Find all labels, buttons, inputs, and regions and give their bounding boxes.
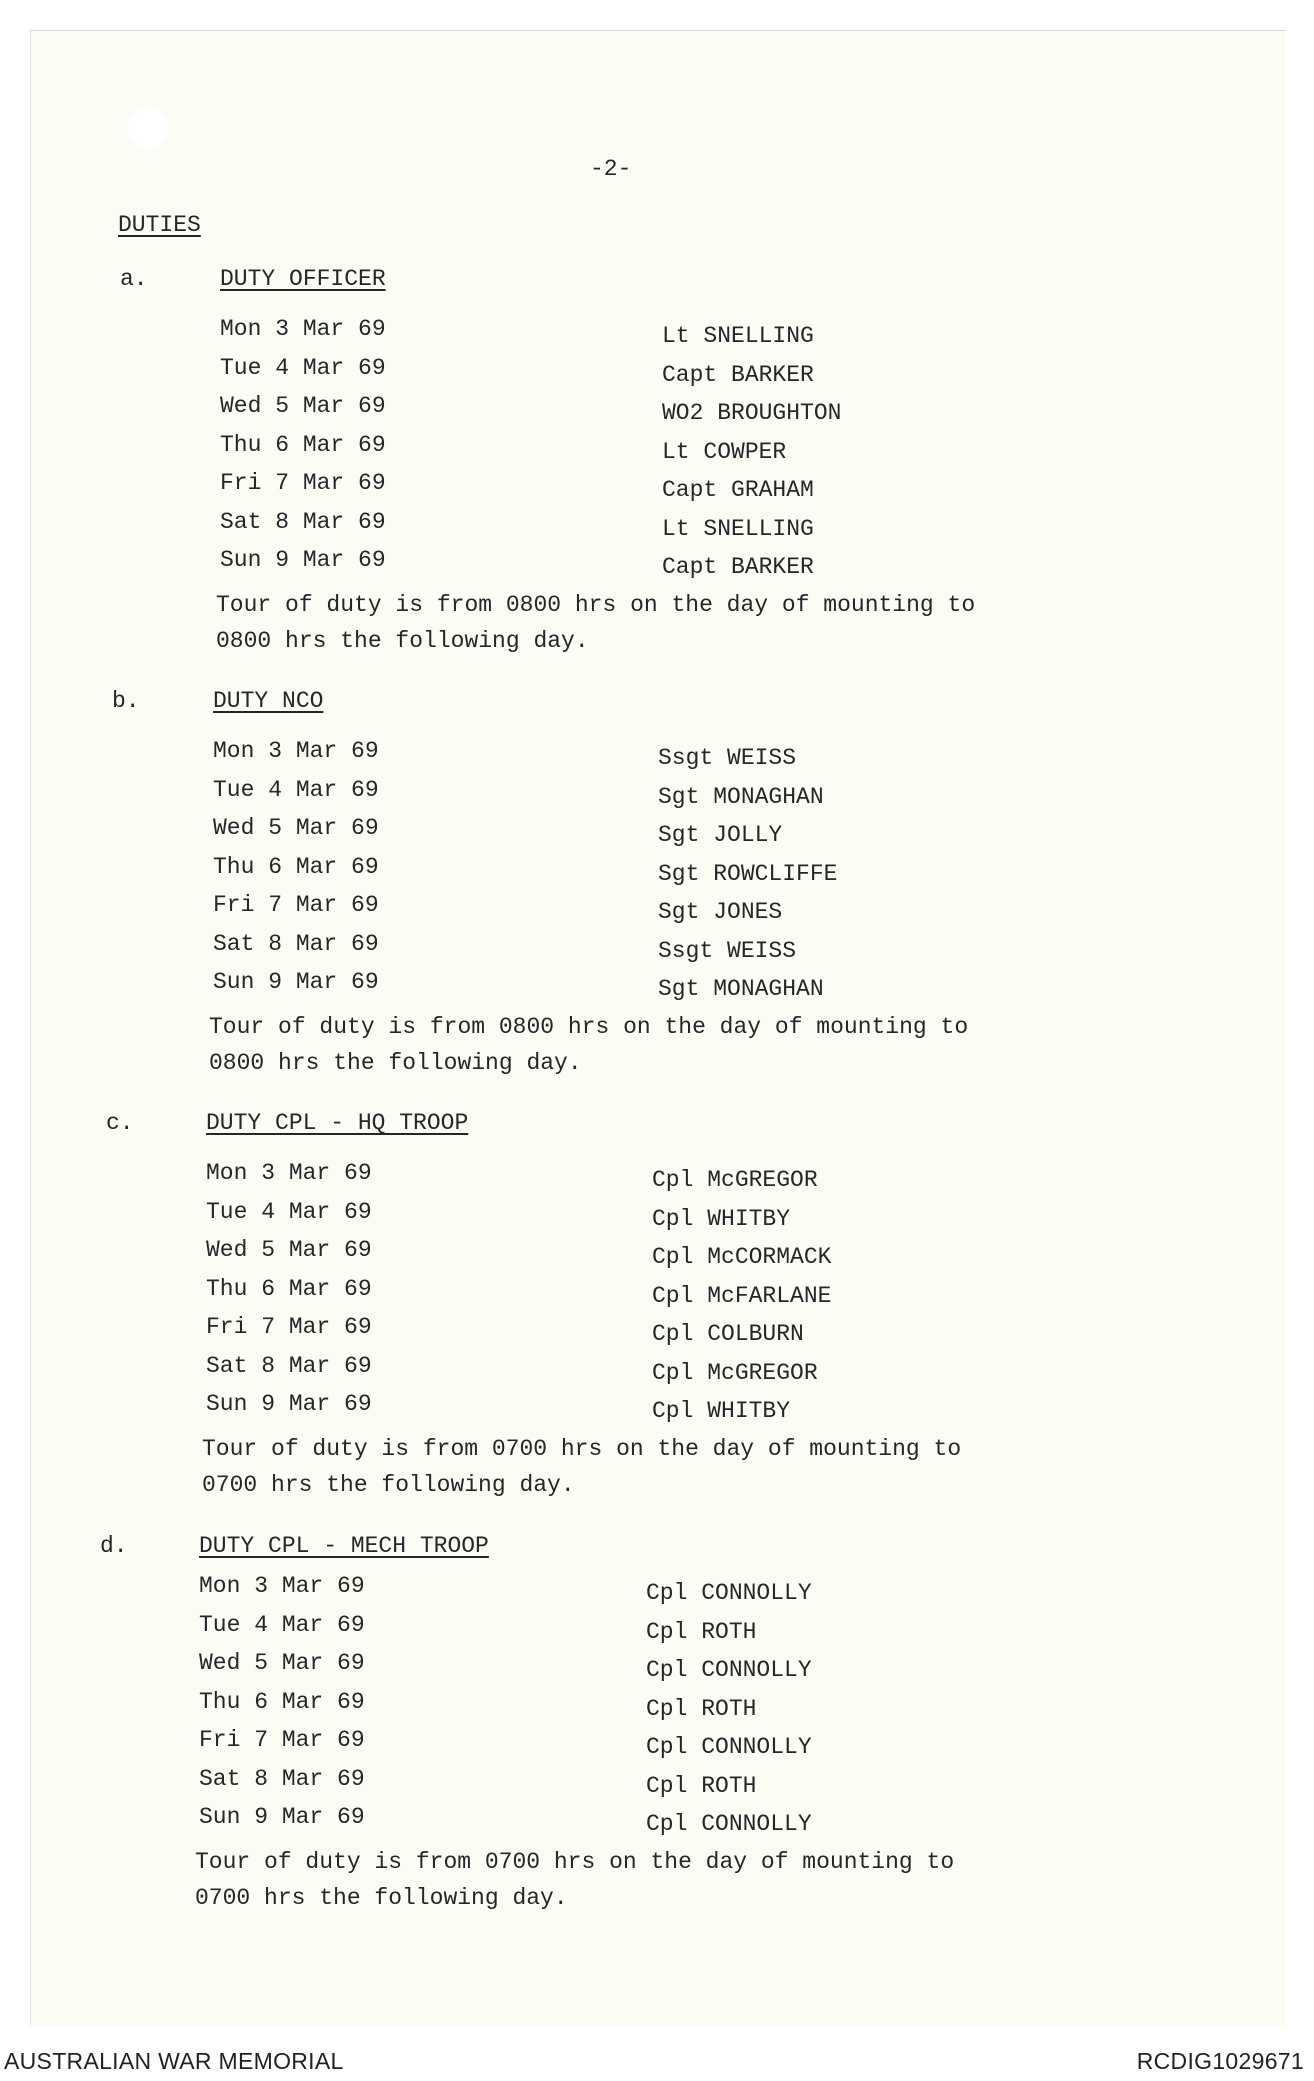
tour-note-line1: Tour of duty is from 0800 hrs on the day of mounting to xyxy=(209,1013,969,1040)
duty-date: Wed 5 Mar 69 xyxy=(213,815,379,841)
duty-date: Sun 9 Mar 69 xyxy=(199,1804,365,1830)
duty-date: Sat 8 Mar 69 xyxy=(213,930,379,957)
duty-date: Fri 7 Mar 69 xyxy=(206,1314,372,1340)
duty-name: Cpl CONNOLLY xyxy=(646,1734,812,1760)
footer-right: RCDIG1029671 xyxy=(1136,2048,1304,2074)
duty-date: Tue 4 Mar 69 xyxy=(206,1198,372,1225)
duty-date: Sun 9 Mar 69 xyxy=(220,547,386,573)
section-letter: b. xyxy=(112,688,140,714)
duty-name: Lt SNELLING xyxy=(662,323,814,349)
duty-name: Cpl ROTH xyxy=(646,1695,757,1722)
section-letter: d. xyxy=(100,1533,128,1559)
duty-name: Lt COWPER xyxy=(662,438,787,465)
duty-name: Cpl McFARLANE xyxy=(652,1282,832,1309)
duties-heading: DUTIES xyxy=(118,212,201,238)
tour-note-line2: 0700 hrs the following day. xyxy=(202,1471,575,1498)
duty-name: Cpl WHITBY xyxy=(652,1398,791,1424)
tour-note-line1: Tour of duty is from 0700 hrs on the day of mounting to xyxy=(202,1435,962,1462)
duty-date: Tue 4 Mar 69 xyxy=(220,354,386,381)
duty-name: WO2 BROUGHTON xyxy=(662,400,842,426)
duty-date: Tue 4 Mar 69 xyxy=(199,1611,365,1638)
tour-note-line2: 0800 hrs the following day. xyxy=(209,1049,582,1076)
section-title: DUTY NCO xyxy=(213,688,324,714)
section-letter: a. xyxy=(120,266,148,292)
duty-date: Mon 3 Mar 69 xyxy=(199,1573,365,1599)
page-number: -2- xyxy=(590,156,632,182)
duty-name: Cpl McGREGOR xyxy=(652,1167,818,1193)
duty-date: Wed 5 Mar 69 xyxy=(199,1650,365,1676)
tour-note-line1: Tour of duty is from 0700 hrs on the day of mounting to xyxy=(195,1848,955,1875)
duty-date: Wed 5 Mar 69 xyxy=(206,1237,372,1263)
section-title: DUTY CPL - HQ TROOP xyxy=(206,1110,469,1136)
duty-date: Thu 6 Mar 69 xyxy=(220,431,386,458)
duty-name: Cpl ROTH xyxy=(646,1618,757,1645)
duty-date: Thu 6 Mar 69 xyxy=(213,853,379,880)
duty-name: Cpl WHITBY xyxy=(652,1205,791,1232)
duty-name: Sgt MONAGHAN xyxy=(658,976,824,1002)
duty-date: Tue 4 Mar 69 xyxy=(213,776,379,803)
duty-name: Cpl McGREGOR xyxy=(652,1359,818,1386)
duty-name: Sgt ROWCLIFFE xyxy=(658,860,838,887)
section-title: DUTY OFFICER xyxy=(220,266,386,292)
duty-name: Sgt MONAGHAN xyxy=(658,783,824,810)
duty-name: Capt BARKER xyxy=(662,361,814,388)
duty-date: Sat 8 Mar 69 xyxy=(206,1352,372,1379)
duty-date: Fri 7 Mar 69 xyxy=(199,1727,365,1753)
duty-name: Capt GRAHAM xyxy=(662,477,814,503)
duty-date: Sat 8 Mar 69 xyxy=(220,508,386,535)
duty-date: Sun 9 Mar 69 xyxy=(206,1391,372,1417)
duty-name: Ssgt WEISS xyxy=(658,745,797,771)
duty-date: Mon 3 Mar 69 xyxy=(220,316,386,342)
tour-note-line2: 0700 hrs the following day. xyxy=(195,1884,568,1911)
section-title: DUTY CPL - MECH TROOP xyxy=(199,1533,489,1559)
duty-name: Cpl McCORMACK xyxy=(652,1244,832,1270)
tour-note-line1: Tour of duty is from 0800 hrs on the day of mounting to xyxy=(216,591,976,618)
duty-date: Wed 5 Mar 69 xyxy=(220,393,386,419)
duty-date: Thu 6 Mar 69 xyxy=(199,1688,365,1715)
duty-date: Sun 9 Mar 69 xyxy=(213,969,379,995)
duty-name: Sgt JONES xyxy=(658,899,783,925)
tour-note-line2: 0800 hrs the following day. xyxy=(216,627,589,654)
duty-name: Cpl CONNOLLY xyxy=(646,1657,812,1683)
duty-date: Sat 8 Mar 69 xyxy=(199,1765,365,1792)
duty-name: Cpl COLBURN xyxy=(652,1321,804,1347)
duty-date: Fri 7 Mar 69 xyxy=(213,892,379,918)
section-letter: c. xyxy=(106,1110,134,1136)
duty-name: Cpl ROTH xyxy=(646,1772,757,1799)
duty-name: Lt SNELLING xyxy=(662,515,814,542)
punch-hole xyxy=(128,108,168,148)
footer-left: AUSTRALIAN WAR MEMORIAL xyxy=(4,2048,344,2074)
duty-name: Ssgt WEISS xyxy=(658,937,797,964)
duty-date: Thu 6 Mar 69 xyxy=(206,1275,372,1302)
duty-name: Capt BARKER xyxy=(662,554,814,580)
duty-date: Fri 7 Mar 69 xyxy=(220,470,386,496)
duty-name: Cpl CONNOLLY xyxy=(646,1811,812,1837)
duty-name: Sgt JOLLY xyxy=(658,822,783,848)
duty-date: Mon 3 Mar 69 xyxy=(213,738,379,764)
duty-name: Cpl CONNOLLY xyxy=(646,1580,812,1606)
duty-date: Mon 3 Mar 69 xyxy=(206,1160,372,1186)
